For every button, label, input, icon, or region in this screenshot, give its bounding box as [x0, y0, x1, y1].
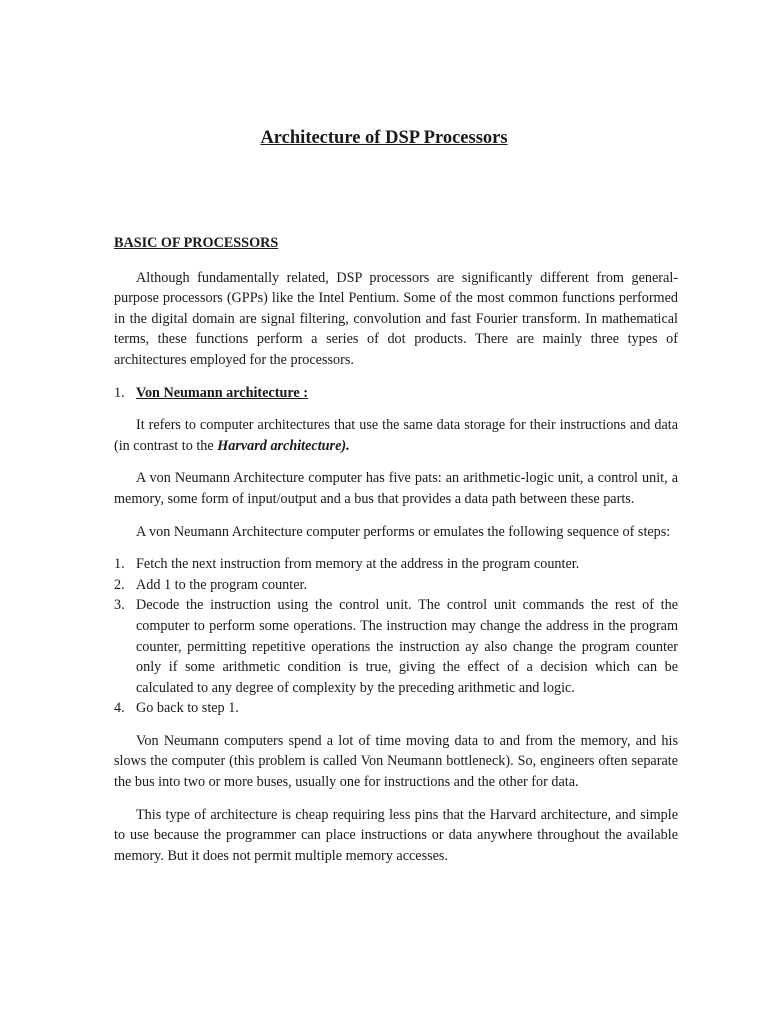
bottleneck-paragraph: Von Neumann computers spend a lot of time moving data to and from the memory, and his slows the computer (this problem is called Von Neumann bottleneck). So, engineers often separate the bus into two or more buses, usually one for instructions and the other for data.: [114, 732, 678, 791]
section-heading-label: Von Neumann architecture :: [136, 384, 308, 401]
von-neumann-sequence-intro: A von Neumann Architecture computer performs or emulates the following sequence of steps:: [136, 523, 671, 540]
step-number: 2.: [114, 576, 125, 593]
definition-text: It refers to computer architectures that use the same data storage for their instructions and data (in contrast to the: [114, 417, 678, 454]
step-number: 1.: [114, 556, 125, 573]
harvard-architecture-emphasis: Harvard architecture).: [217, 437, 350, 454]
basic-paragraph: Although fundamentally related, DSP processors are significantly different from general-purpose processors (GPPs) like the Intel Pentium. Some of the most common functions performed in the digital domain are signal filtering, convolution and fast Fourier transform. In mathematical terms, these functions perform a series of dot products. There are mainly three types of architectures employed for the processors.: [114, 269, 678, 368]
steps-list: [114, 554, 678, 719]
step-number: 3.: [114, 597, 125, 614]
step-number: 4.: [114, 700, 125, 717]
section-number: 1.: [114, 384, 125, 401]
list-item: [114, 698, 678, 719]
section-heading-basic: BASIC OF PROCESSORS: [114, 235, 279, 251]
list-item: [114, 575, 678, 596]
cost-paragraph: This type of architecture is cheap requiring less pins that the Harvard architecture, and simple to use because the programmer can place instructions or data anywhere throughout the available memory. But it does not permit multiple memory accesses.: [114, 806, 678, 864]
list-item: [114, 554, 678, 575]
document-body: [114, 233, 678, 866]
von-neumann-parts-paragraph: A von Neumann Architecture computer has five pats: an arithmetic-logic unit, a control unit, a memory, some form of input/output and a bus that provides a data path between these parts.: [114, 470, 678, 507]
page-title: Architecture of DSP Processors: [260, 128, 508, 148]
von-neumann-definition-paragraph: [114, 415, 678, 456]
step-text: Decode the instruction using the control unit. The control unit commands the rest of the computer to perform some operations. The instruction may change the address in the program counter, permitting repetitive operations the instruction ay also change the program counter only if some arithmetic condition is true, giving the effect of a decision which can be calculated to any degree of complexity by the preceding arithmetic and logic.: [136, 597, 678, 696]
section-heading-von-neumann: [114, 383, 678, 404]
step-text: Go back to step 1.: [136, 700, 239, 717]
step-text: Fetch the next instruction from memory at the address in the program counter.: [136, 556, 580, 573]
step-text: Add 1 to the program counter.: [136, 576, 307, 593]
list-item: [114, 595, 678, 698]
